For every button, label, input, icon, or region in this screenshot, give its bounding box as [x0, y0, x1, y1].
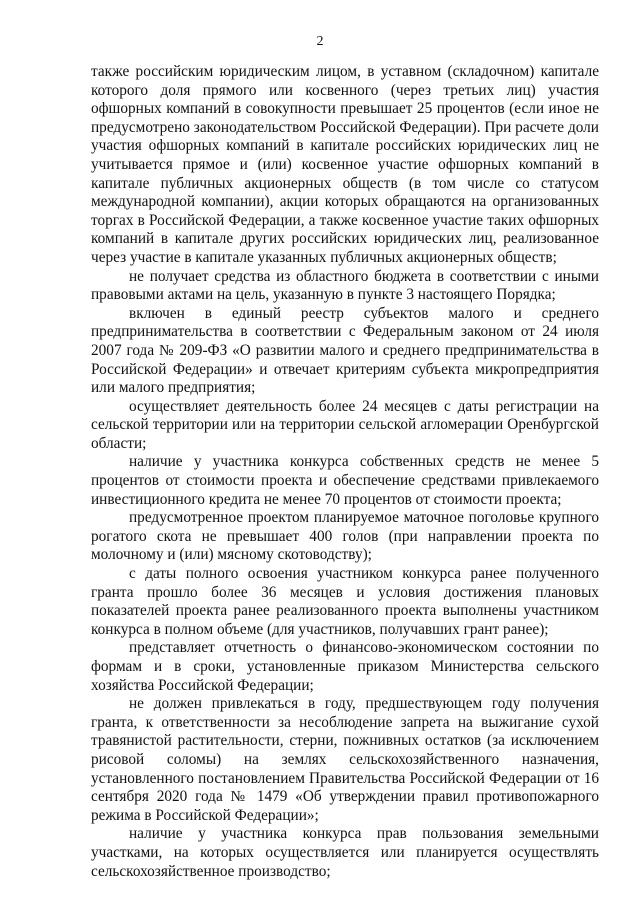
paragraph-continuation: также российским юридическим лицом, в уставном (складочном) капитале которого доля прямого или косвенного (через третьих лиц) участия офшорных компаний в совокупности превышает 25 процентов (если иное не предусмотрено законодательством Российской Федерации). При расчете доли участия офшорных компаний в капитале российских юридических лиц не учитывается прямое и (или) косвенное участие офшорных компаний в капитале публичных акционерных обществ (в том числе со статусом международной компании), акции которых обращаются на организованных торгах в Российской Федерации, а также косвенное участие таких офшорных компаний в капитале других российских юридических лиц, реализованное через участие в капитале указанных публичных акционерных обществ;: [91, 63, 599, 266]
paragraph-own-funds: наличие у участника конкурса собственных средств не менее 5 процентов от стоимости проекта и обеспечение средствами привлекаемого инвестиционного кредита не менее 70 процентов от стоимости проекта;: [91, 453, 599, 508]
paragraph-land-rights: наличие у участника конкурса прав пользования земельными участками, на которых осуществляется или планируется осуществлять сельскохозяйственное производство;: [91, 825, 599, 880]
page-number: 2: [316, 34, 324, 49]
document-body: [91, 63, 599, 881]
paragraph-reporting: представляет отчетность о финансово-экономическом состоянии по формам и в сроки, установленные приказом Министерства сельского хозяйства Российской Федерации;: [91, 639, 599, 694]
paragraph-cattle-herd: предусмотренное проектом планируемое маточное поголовье крупного рогатого скота не превышает 400 голов (при направлении проекта по молочному и (или) мясному скотоводству);: [91, 509, 599, 564]
paragraph-sme-registry: включен в единый реестр субъектов малого и среднего предпринимательства в соответствии с Федеральным законом от 24 июля 2007 года № 209-ФЗ «О развитии малого и среднего предпринимательства в Российской Федерации» и отвечает критериям субъекта микропредприятия или малого предприятия;: [91, 304, 599, 397]
paragraph-burning-ban: не должен привлекаться в году, предшествующем году получения гранта, к ответственности за несоблюдение запрета на выжигание сухой травянистой растительности, стерни, пожнивных остатков (за исключением рисовой соломы) на землях сельскохозяйственного назначения, установленного постановлением Правительства Российской Федерации от 16 сентября 2020 года № 1479 «Об утверждении правил противопожарного режима в Российской Федерации»;: [91, 695, 599, 824]
paragraph-activity-duration: осуществляет деятельность более 24 месяцев с даты регистрации на сельской территории или на территории сельской агломерации Оренбургской области;: [91, 397, 599, 452]
paragraph-budget-funds: не получает средства из областного бюджета в соответствии с иными правовыми актами на цель, указанную в пункте 3 настоящего Порядка;: [91, 267, 599, 304]
paragraph-previous-grant: с даты полного освоения участником конкурса ранее полученного гранта прошло более 36 месяцев и условия достижения плановых показателей проекта ранее реализованного проекта выполнены участником конкурса в полном объеме (для участников, получавших грант ранее);: [91, 565, 599, 638]
